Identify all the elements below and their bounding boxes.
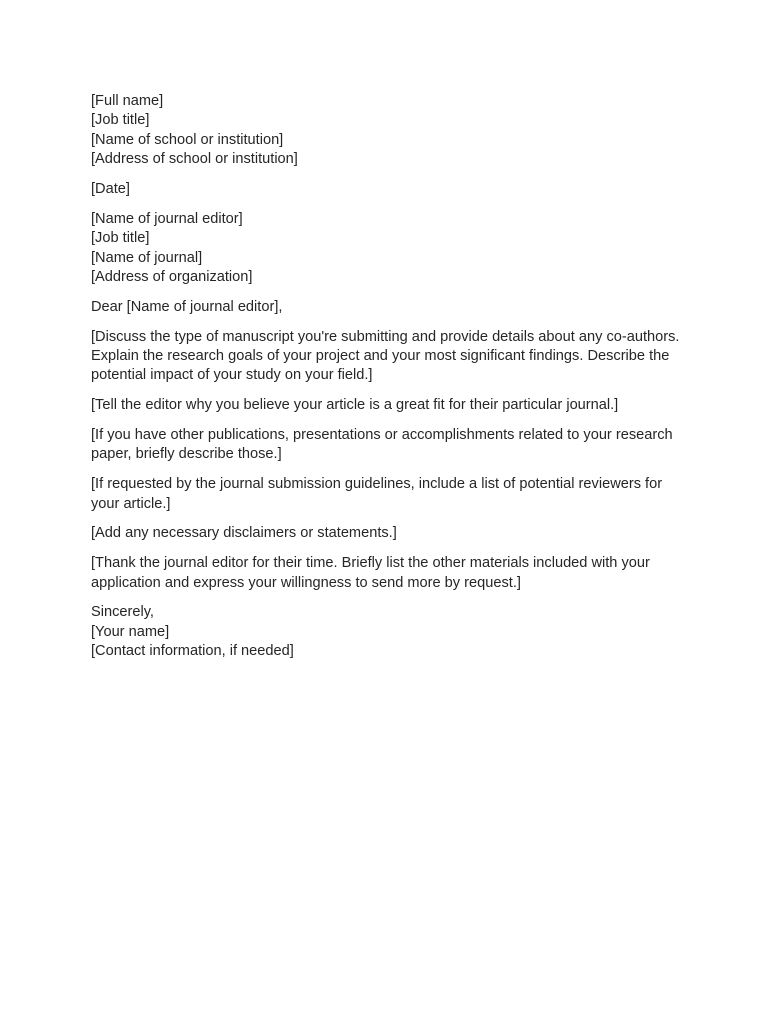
recipient-organization-address: [Address of organization] xyxy=(91,269,253,286)
cover-letter xyxy=(91,92,681,672)
body-paragraph: [Add any necessary disclaimers or statements.] xyxy=(91,525,397,542)
body-paragraph: [If you have other publications, presentations or accomplishments related to your research paper, briefly describe those.] xyxy=(91,427,673,463)
sender-institution-address: [Address of school or institution] xyxy=(91,151,298,168)
recipient-journal-name: [Name of journal] xyxy=(91,249,203,266)
body-paragraph: [Tell the editor why you believe your article is a great fit for their particular journal.] xyxy=(91,397,619,414)
recipient-job-title: [Job title] xyxy=(91,230,150,247)
sender-full-name: [Full name] xyxy=(91,93,164,109)
letter-date: [Date] xyxy=(91,181,130,198)
sender-block xyxy=(91,92,681,170)
signer-contact: [Contact information, if needed] xyxy=(91,643,294,660)
closing-block xyxy=(91,603,681,661)
date-block xyxy=(91,180,681,199)
signer-name: [Your name] xyxy=(91,623,170,640)
recipient-block xyxy=(91,210,681,288)
recipient-editor-name: [Name of journal editor] xyxy=(91,210,243,227)
salutation: Dear [Name of journal editor], xyxy=(91,298,283,315)
sender-job-title: [Job title] xyxy=(91,112,150,129)
sign-off: Sincerely, xyxy=(91,604,154,621)
body-paragraph: [Discuss the type of manuscript you're submitting and provide details about any co-authors. Explain the research goals of your project and your most significant findings. Describe the potential impact of your study on your field.] xyxy=(91,328,680,384)
body-paragraph: [Thank the journal editor for their time. Briefly list the other materials included with your application and express your willingness to send more by request.] xyxy=(91,555,650,591)
sender-institution-name: [Name of school or institution] xyxy=(91,131,284,148)
body-paragraph: [If requested by the journal submission guidelines, include a list of potential reviewers for your article.] xyxy=(91,476,663,512)
